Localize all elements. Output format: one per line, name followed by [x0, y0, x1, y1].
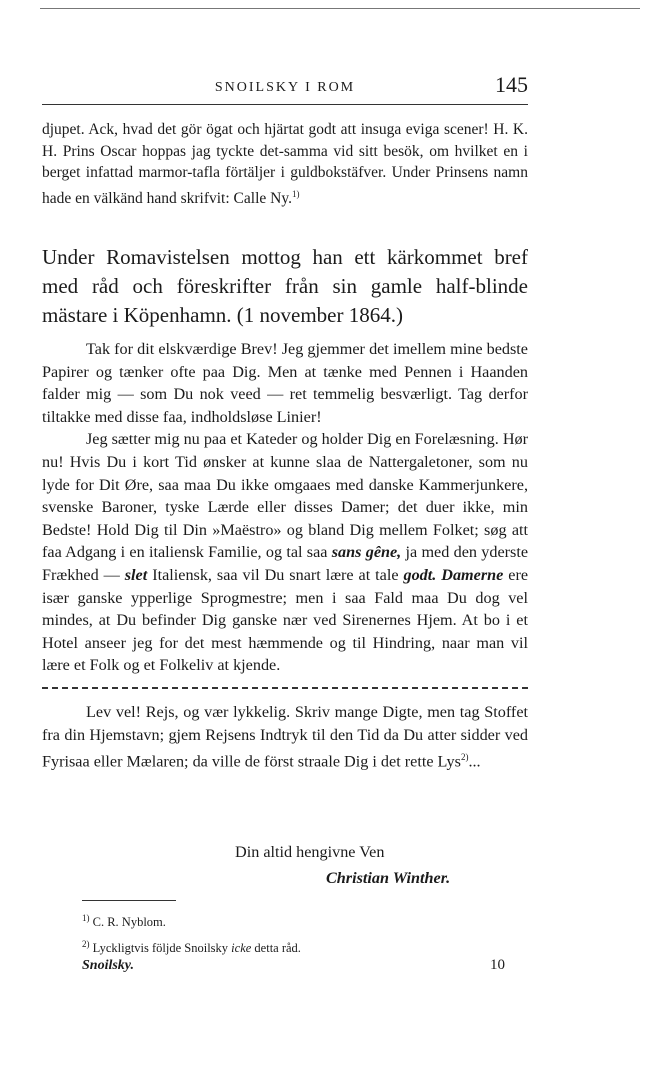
- footnote-1-text: C. R. Nyblom.: [92, 915, 166, 930]
- prose-text: djupet. Ack, hvad det gör ögat och hjärtat godt att insuga eviga scener! H. K. H. Prins Oscar hoppas jag tyckte det-samma vid sitt besök, om hvilket en i berget infattad marmor-tafla förtäljer i guldbokstäfver. Under Prinsens namn hade en välkänd hand skrifvit: Calle Ny.: [42, 121, 528, 208]
- footnote-2-italic: icke: [231, 941, 252, 956]
- letter-paragraph-2-part-d: ere især ganske ypperlige Sprogmestre; men i saa Fald maa Du dog vel mindes, at Du befinder Dig ganske nær ved Sirenernes Hjem. At bo i et Hotel anseer jeg for det mest hæmmende og til Hindring, naar man vil lære et Folk og et Folkeliv at kjende.: [42, 565, 529, 675]
- footnote-1: [42, 907, 528, 933]
- footnote-ref-1: 1): [291, 189, 300, 200]
- printer-signature-mark: Snoilsky.: [82, 958, 134, 973]
- letter-closing-text: Lev vel! Rejs, og vær lykkelig. Skriv mange Digte, men tag Stoffet fra din Hjemstavn; gjem Rejsens Indtryk til den Tid da Du atter sidder ved Fyrisaa eller Mælaren; da ville de först straale Dig i det rette Lys: [42, 702, 528, 771]
- letter-paragraph-1: Tak for dit elskværdige Brev! Jeg gjemmer det imellem mine bedste Papirer og tænker ofte paa Dig. Men at tænke med Pennen i Haanden falder mig — som Du nok veed — ret temmelig besværligt. Tag derfor tiltakke med disse faa, indholdsløse Linier!: [42, 340, 528, 426]
- letter-signature: Christian Winther.: [326, 869, 451, 887]
- footnote-ref-2: 2): [460, 752, 469, 763]
- sheet-number: 10: [490, 957, 505, 973]
- emphasis-godt: godt.: [403, 565, 437, 584]
- footnotes: [42, 900, 528, 959]
- emphasis-slet: slet: [124, 565, 148, 584]
- top-edge-rule: [40, 8, 640, 9]
- footnote-1-marker: 1): [82, 913, 90, 923]
- emphasis-sans-gene: sans gêne,: [331, 543, 402, 562]
- footnote-2-text-b: detta råd.: [254, 941, 301, 956]
- letter-closing-ellipsis: ...: [468, 752, 481, 771]
- footnote-rule: [82, 900, 176, 901]
- dashed-separator: [42, 687, 528, 689]
- page-header: [42, 70, 528, 104]
- footnote-2-text-a: Lyckligtvis följde Snoilsky: [92, 941, 229, 956]
- letter-paragraph-2-part-b: ja med den yderste Frækhed —: [42, 543, 529, 584]
- letter-body: [42, 338, 528, 773]
- letter-closing: [42, 701, 528, 773]
- footnote-2-marker: 2): [82, 939, 90, 950]
- header-rule: [42, 104, 528, 105]
- letter-paragraph-2-part-a: Jeg sætter mig nu paa et Kateder og holder Dig en Forelæsning. Hør nu! Hvis Du i kort Tid ønsker at kunne slaa de Nattergaletoner, som nu lyde for Dit Øre, saa maa Du ikke omgaaes med danske Kammerjunkere, svenske Baroner, tyske Lærde eller disses Damer; det duer ikke, min Bedste! Hold Dig til Din »Maëstro» og bland Dig mellem Folket; søg att faa Adgang i en italiensk Familie, og tal saa: [42, 430, 528, 562]
- letter-paragraph-2: [42, 428, 528, 677]
- running-title: SNOILSKY I ROM: [214, 80, 356, 95]
- letter-signoff: Din altid hengivne Ven: [235, 843, 385, 861]
- letter-paragraph-2-part-c: Italiensk, saa vil Du snart lære at tale: [152, 565, 399, 584]
- section-heading: Under Romavistelsen mottog han ett kärkommet bref med råd och föreskrifter från sin gamle half-blinde mästare i Köpenhamn. (1 november 1864.): [42, 245, 528, 327]
- emphasis-damerne: Damerne: [441, 565, 504, 584]
- page-number: 145: [495, 72, 528, 97]
- prose-paragraph: [42, 119, 528, 210]
- footnote-2: [42, 933, 528, 959]
